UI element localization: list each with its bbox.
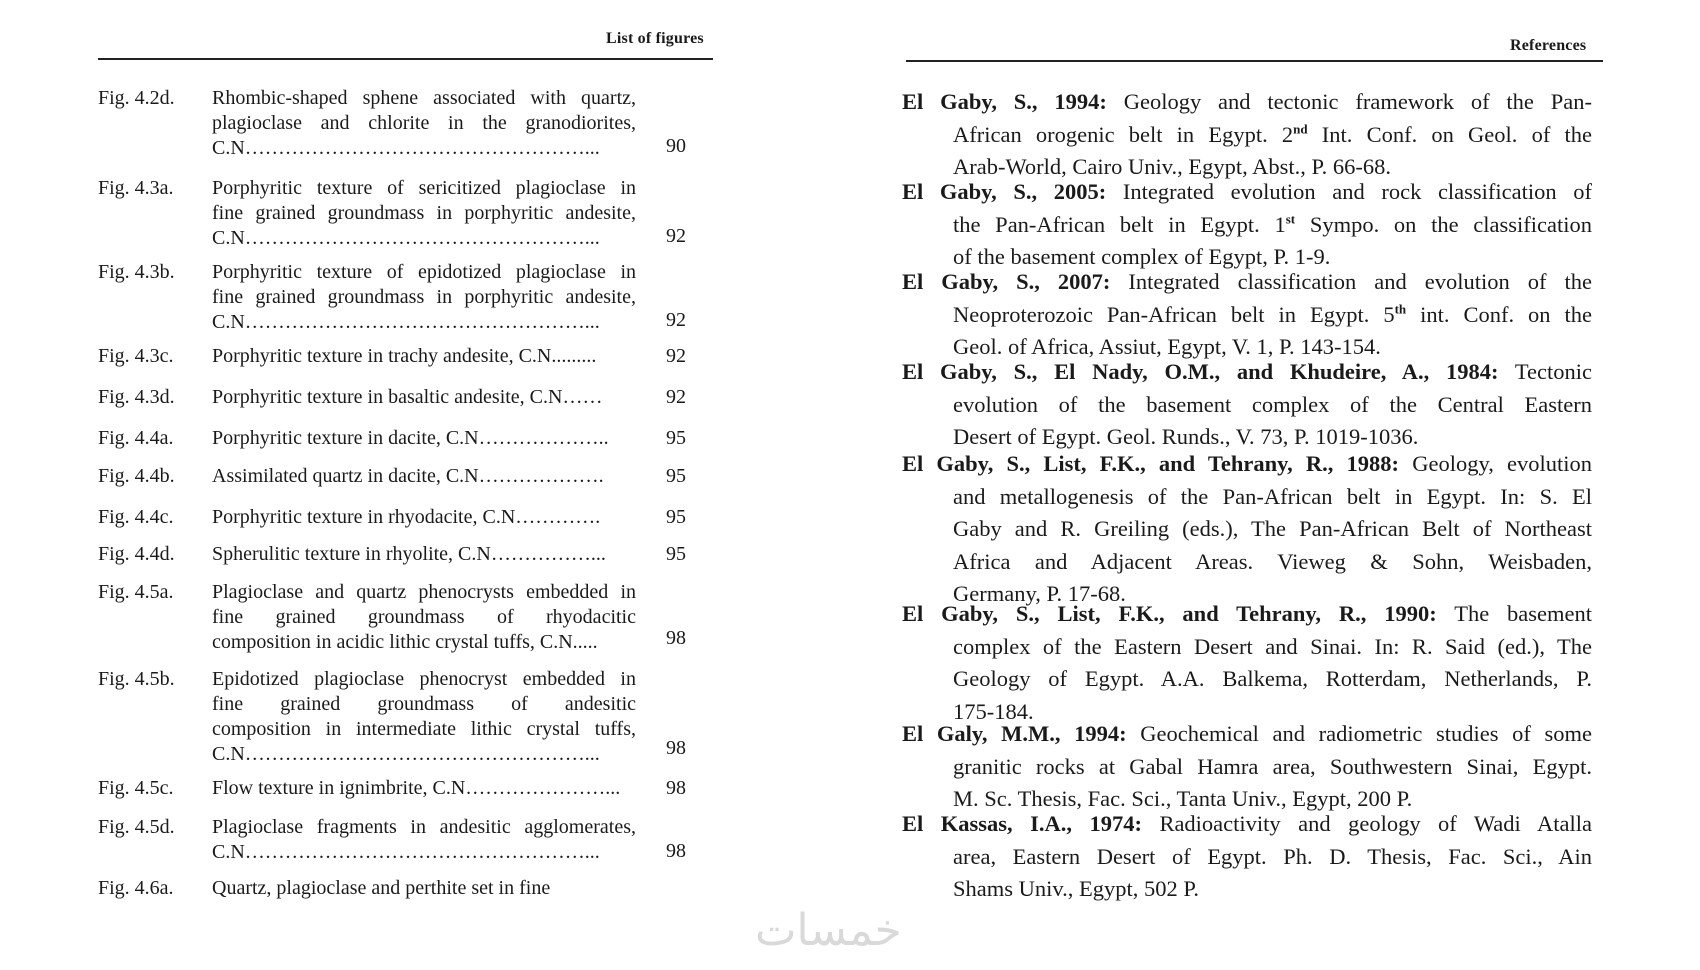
figure-caption-line: C.N……………………………………………...: [212, 227, 600, 249]
figure-page-number: 92: [666, 386, 686, 408]
reference-text: the Pan-African belt in Egypt. 1: [953, 211, 1286, 237]
reference-text: African orogenic belt in Egypt. 2: [953, 121, 1294, 147]
reference-text: Radioactivity and geology of Wadi Atalla: [1159, 811, 1592, 836]
figure-caption-line: C.N……………………………………………...: [212, 743, 600, 765]
reference-author: El Gaby, S., El Nady, O.M., and Khudeire, A., 1984:: [902, 359, 1499, 384]
reference-first-line: [902, 448, 1592, 481]
figure-caption-line: C.N……………………………………………...: [212, 841, 600, 863]
reference-line: [902, 873, 1592, 906]
reference-line: [902, 841, 1592, 874]
reference-line: [902, 209, 1592, 242]
reference-text: complex of the Eastern Desert and Sinai. In: R. Said (ed.), The: [953, 633, 1592, 659]
figure-caption-line: Epidotized plagioclase phenocryst embedded in: [212, 668, 636, 690]
reference-entry: [902, 718, 1592, 816]
figure-label: Fig. 4.2d.: [98, 87, 175, 109]
reference-author: El Gaby, S., 2005:: [902, 179, 1107, 204]
figure-page-number: 98: [666, 737, 686, 759]
figure-caption-line: Plagioclase fragments in andesitic agglomerates,: [212, 816, 636, 838]
figure-caption-line: Spherulitic texture in rhyolite, C.N……………...: [212, 543, 606, 565]
figure-caption: [212, 542, 636, 567]
figure-label: Fig. 4.3d.: [98, 386, 175, 408]
reference-text: 175-184.: [953, 698, 1034, 724]
reference-text: Shams Univ., Egypt, 502 P.: [953, 876, 1200, 902]
figure-caption: [212, 86, 636, 161]
reference-text: Integrated evolution and rock classification of: [1122, 179, 1593, 204]
reference-line: [902, 481, 1592, 514]
reference-entry: [902, 86, 1592, 184]
figure-label: Fig. 4.4a.: [98, 427, 174, 449]
figure-label: Fig. 4.4c.: [98, 506, 174, 528]
figure-page-number: 98: [666, 840, 686, 862]
figure-caption-line: Quartz, plagioclase and perthite set in fine: [212, 877, 551, 899]
figure-caption: [212, 464, 636, 489]
figure-caption-line: C.N……………………………………………...: [212, 137, 600, 159]
figure-caption: [212, 815, 636, 865]
reference-first-line: [902, 86, 1592, 119]
reference-text: granitic rocks at Gabal Hamra area, Southwestern Sinai, Egypt.: [953, 753, 1592, 779]
right-page: [780, 0, 1700, 970]
figure-caption: [212, 385, 636, 410]
figure-page-number: 98: [666, 627, 686, 649]
figure-page-number: 95: [666, 427, 686, 449]
figure-caption-line: fine grained groundmass in porphyritic andesite,: [212, 286, 636, 308]
figure-caption-line: plagioclase and chlorite in the granodiorites,: [212, 112, 636, 134]
running-head-references: References: [1510, 37, 1587, 54]
figure-label: Fig. 4.5b.: [98, 668, 175, 690]
reference-text: Int. Conf. on Geol. of the: [1307, 121, 1592, 147]
figure-caption: [212, 176, 636, 251]
reference-text: of the basement complex of Egypt, P. 1-9.: [953, 244, 1331, 270]
reference-line: [902, 299, 1592, 332]
reference-author: El Kassas, I.A., 1974:: [902, 811, 1142, 836]
reference-text: Tectonic: [1514, 359, 1592, 384]
figure-page-number: 95: [666, 543, 686, 565]
figure-caption-line: Porphyritic texture of sericitized plagioclase in: [212, 177, 636, 199]
figure-caption: [212, 876, 636, 901]
reference-author: El Gaby, S., 1994:: [902, 89, 1107, 114]
reference-author: El Gaby, S., List, F.K., and Tehrany, R., 1988:: [902, 451, 1400, 476]
reference-text: The basement: [1454, 601, 1593, 626]
header-rule: [98, 58, 713, 60]
reference-text: Geology and tectonic framework of the Pan-: [1123, 89, 1592, 114]
figure-caption: [212, 580, 636, 655]
figure-label: Fig. 4.5d.: [98, 816, 175, 838]
figure-caption-line: composition in intermediate lithic crystal tuffs,: [212, 718, 636, 740]
reference-text: Integrated classification and evolution of the: [1128, 269, 1592, 294]
reference-text: Germany, P. 17-68.: [953, 581, 1126, 607]
reference-text: area, Eastern Desert of Egypt. Ph. D. Thesis, Fac. Sci., Ain: [953, 843, 1592, 869]
reference-text: Africa and Adjacent Areas. Vieweg & Sohn, Weisbaden,: [953, 548, 1592, 574]
reference-entry: [902, 356, 1592, 454]
figure-caption: [212, 505, 636, 530]
figure-caption-line: Porphyritic texture in rhyodacite, C.N………….: [212, 506, 601, 528]
reference-entry: [902, 598, 1592, 728]
ordinal-superscript: th: [1394, 301, 1407, 317]
figure-label: Fig. 4.3b.: [98, 261, 175, 283]
ordinal-superscript: nd: [1293, 121, 1308, 137]
figure-page-number: 90: [666, 135, 686, 157]
left-page: [0, 0, 780, 970]
figure-label: Fig. 4.3c.: [98, 345, 174, 367]
figure-caption: [212, 776, 636, 801]
figure-caption-line: C.N……………………………………………...: [212, 311, 600, 333]
figure-caption-line: composition in acidic lithic crystal tuffs, C.N.....: [212, 631, 598, 653]
reference-text: Geol. of Africa, Assiut, Egypt, V. 1, P. 143-154.: [953, 334, 1381, 360]
reference-first-line: [902, 176, 1592, 209]
reference-text: Arab-World, Cairo Univ., Egypt, Abst., P. 66-68.: [953, 154, 1391, 180]
figure-caption-line: Porphyritic texture in basaltic andesite, C.N……: [212, 386, 603, 408]
reference-line: [902, 751, 1592, 784]
reference-author: El Gaby, S., 2007:: [902, 269, 1111, 294]
reference-line: [902, 631, 1592, 664]
figure-caption-line: Plagioclase and quartz phenocrysts embedded in: [212, 581, 636, 603]
figure-page-number: 98: [666, 777, 686, 799]
reference-line: [902, 119, 1592, 152]
figure-page-number: 92: [666, 309, 686, 331]
figure-label: Fig. 4.6a.: [98, 877, 174, 899]
header-rule: [906, 60, 1603, 62]
reference-text: evolution of the basement complex of the Central Eastern: [953, 391, 1592, 417]
reference-text: and metallogenesis of the Pan-African belt in Egypt. In: S. El: [953, 483, 1592, 509]
figure-caption-line: fine grained groundmass of rhyodacitic: [212, 606, 636, 628]
figure-label: Fig. 4.5a.: [98, 581, 174, 603]
reference-first-line: [902, 356, 1592, 389]
reference-text: Geology of Egypt. A.A. Balkema, Rotterdam, Netherlands, P.: [953, 666, 1592, 692]
figure-page-number: 92: [666, 345, 686, 367]
figure-label: Fig. 4.3a.: [98, 177, 174, 199]
reference-first-line: [902, 808, 1592, 841]
reference-first-line: [902, 598, 1592, 631]
reference-text: Geology, evolution: [1412, 451, 1592, 476]
ordinal-superscript: st: [1285, 211, 1296, 227]
figure-caption: [212, 667, 636, 767]
reference-first-line: [902, 718, 1592, 751]
figure-caption: [212, 426, 636, 451]
reference-text: int. Conf. on the: [1406, 301, 1592, 327]
reference-line: [902, 663, 1592, 696]
figure-caption-line: Porphyritic texture in trachy andesite, C.N.........: [212, 345, 597, 367]
reference-line: [902, 513, 1592, 546]
running-head-list-of-figures: List of figures: [606, 30, 704, 47]
figure-page-number: 92: [666, 225, 686, 247]
figure-caption-line: fine grained groundmass of andesitic: [212, 693, 636, 715]
figure-label: Fig. 4.4b.: [98, 465, 175, 487]
watermark-logo: خمسات: [755, 905, 902, 956]
reference-entry: [902, 448, 1592, 611]
reference-line: [902, 546, 1592, 579]
reference-author: El Galy, M.M., 1994:: [902, 721, 1127, 746]
reference-text: Desert of Egypt. Geol. Runds., V. 73, P. 1019-1036.: [953, 424, 1419, 450]
reference-text: M. Sc. Thesis, Fac. Sci., Tanta Univ., Egypt, 200 P.: [953, 786, 1413, 812]
figure-caption-line: Porphyritic texture of epidotized plagioclase in: [212, 261, 636, 283]
figure-caption-line: Porphyritic texture in dacite, C.N………………..: [212, 427, 609, 449]
reference-entry: [902, 176, 1592, 274]
reference-text: Geochemical and radiometric studies of some: [1140, 721, 1592, 746]
reference-line: [902, 389, 1592, 422]
figure-caption: [212, 344, 636, 369]
reference-entry: [902, 266, 1592, 364]
figure-caption-line: Assimilated quartz in dacite, C.N……………….: [212, 465, 604, 487]
figure-caption-line: fine grained groundmass in porphyritic andesite,: [212, 202, 636, 224]
figure-page-number: 95: [666, 465, 686, 487]
reference-text: Neoproterozoic Pan-African belt in Egypt. 5: [953, 301, 1395, 327]
reference-entry: [902, 808, 1592, 906]
reference-author: El Gaby, S., List, F.K., and Tehrany, R., 1990:: [902, 601, 1437, 626]
reference-first-line: [902, 266, 1592, 299]
figure-label: Fig. 4.4d.: [98, 543, 175, 565]
reference-text: Sympo. on the classification: [1295, 211, 1592, 237]
figure-caption-line: Rhombic-shaped sphene associated with quartz,: [212, 87, 636, 109]
reference-text: Gaby and R. Greiling (eds.), The Pan-African Belt of Northeast: [953, 516, 1592, 542]
figure-label: Fig. 4.5c.: [98, 777, 174, 799]
figure-caption-line: Flow texture in ignimbrite, C.N…………………...: [212, 777, 621, 799]
figure-caption: [212, 260, 636, 335]
figure-page-number: 95: [666, 506, 686, 528]
